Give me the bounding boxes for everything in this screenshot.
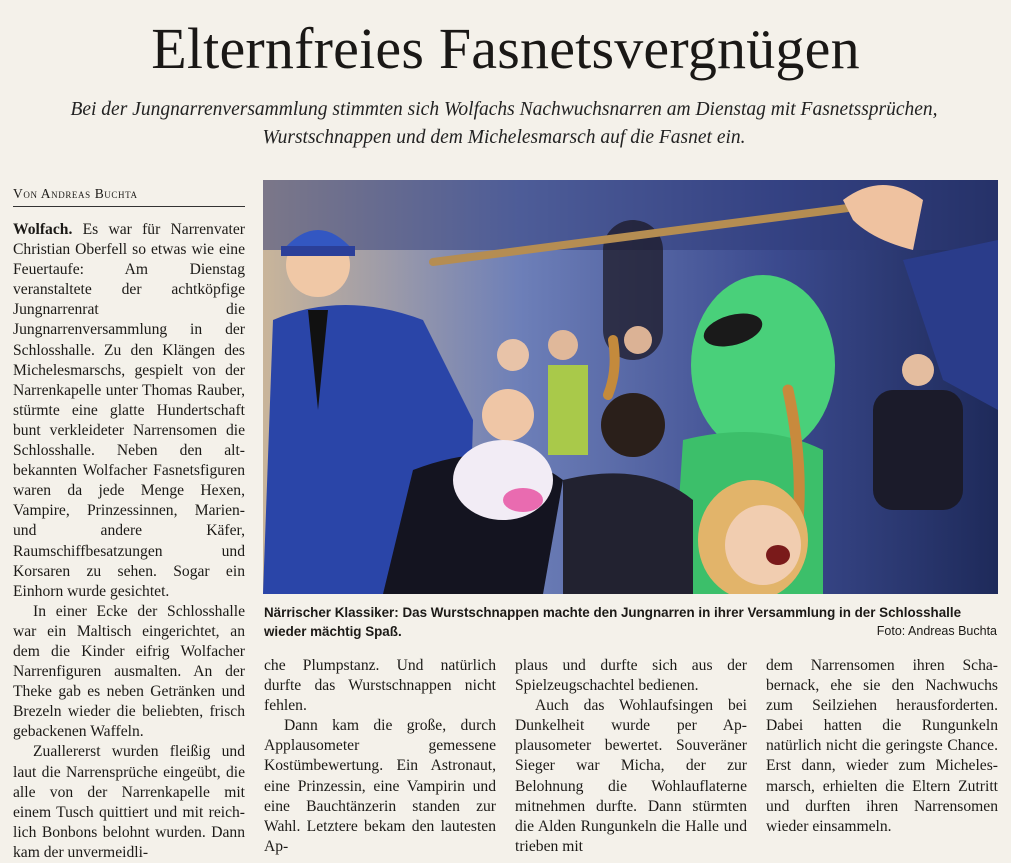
byline: Von Andreas Buchta bbox=[13, 186, 245, 207]
photo-caption: Närrischer Klassiker: Das Wurstschnappen machte den Jungnarren in ihrer Versammlung in der Schlosshalle wieder mächtig Spaß. bbox=[264, 605, 962, 639]
photo-illustration bbox=[263, 180, 998, 594]
photo-credit: Foto: Andreas Buchta bbox=[876, 624, 997, 638]
text-column-2 bbox=[264, 656, 496, 857]
paragraph: In einer Ecke der Schlosshalle war ein Maltisch eingerichtet, an dem die Kinder eifrig Wolfacher Narrenfiguren ausmalten. An der Theke gab es neben Getränken und Brezeln wieder die beliebten, frisch gebackenen Waffeln. bbox=[13, 602, 245, 741]
paragraph: che Plumpstanz. Und natürlich durfte das Wurstschnappen nicht fehlen. bbox=[264, 657, 496, 715]
paragraph bbox=[13, 220, 245, 602]
text-column-3 bbox=[515, 656, 747, 857]
text-column-1 bbox=[13, 220, 245, 863]
paragraph-text: Es war für Narrenvater Christian Oberfell so etwas wie eine Feuertaufe: Am Dienstag veranstaltete der achtköpfige Jungnarrenrat die Jungnarrenversammlung in der Schlosshalle. Zu den Klängen des Michelesmarschs, gespielt von der Narrenkapelle unter Thomas Rauber, stürmte eine glatte Hundertschaft bunt verkleideter Narrensomen die Schlosshalle. Neben den altbekannten Wolfacher Fasnetsfiguren waren da jede Menge Hexen, Vampire, Prinzessinnen, Marien- und andere Käfer, Raumschiffbesatzungen und Korsaren zu sehen. Sogar ein Einhorn wurde gesichtet. bbox=[13, 221, 245, 600]
article-photo bbox=[263, 180, 998, 594]
text-column-4 bbox=[766, 656, 998, 837]
dateline: Wolfach. bbox=[13, 221, 73, 238]
paragraph: dem Narrensomen ihren Schabernack, ehe sie den Nachwuchs zum Seilziehen herausforderten. Dabei hatten die Rungunkeln natürlich nicht die geringste Chance. Erst dann, wieder zum Michelesmarsch, erhielten die Eltern Zutritt und durften ihren Narrensomen wieder einsammeln. bbox=[766, 657, 998, 835]
paragraph: Auch das Wohlaufsingen bei Dunkelheit wurde per Applausometer bewertet. Souveräner Sieger war Micha, der zur Belohnung die Wohlauflaterne mitnehmen durfte. Dann stürmten die Alden Rungunkeln die Halle und trieben mit bbox=[515, 697, 747, 855]
article-headline: Elternfreies Fasnetsvergnügen bbox=[151, 16, 860, 81]
paragraph: plaus und durfte sich aus der Spielzeugschachtel bedienen. bbox=[515, 657, 747, 695]
article-subheadline: Bei der Jungnarrenversammlung stimmten sich Wolfachs Nachwuchsnarren am Dienstag mit Fasnetssprüchen, Wurstschnappen und dem Michelesmarsch auf die Fasnet ein. bbox=[70, 99, 938, 148]
paragraph: Zuallererst wurden fleißig und laut die Narrensprüche eingeübt, die alle von der Narrenkapelle mit einem Tusch quittiert und mit reichlich Bonbons belohnt wurden. Dann kam der unvermeidli- bbox=[13, 743, 245, 861]
paragraph: Dann kam die große, durch Applausometer gemessene Kostümbewertung. Ein Astronaut, eine Prinzessin, eine Vampirin und eine Bauchtänzerin standen zur Wahl. Letztere bekam den lautesten Ap- bbox=[264, 717, 496, 855]
